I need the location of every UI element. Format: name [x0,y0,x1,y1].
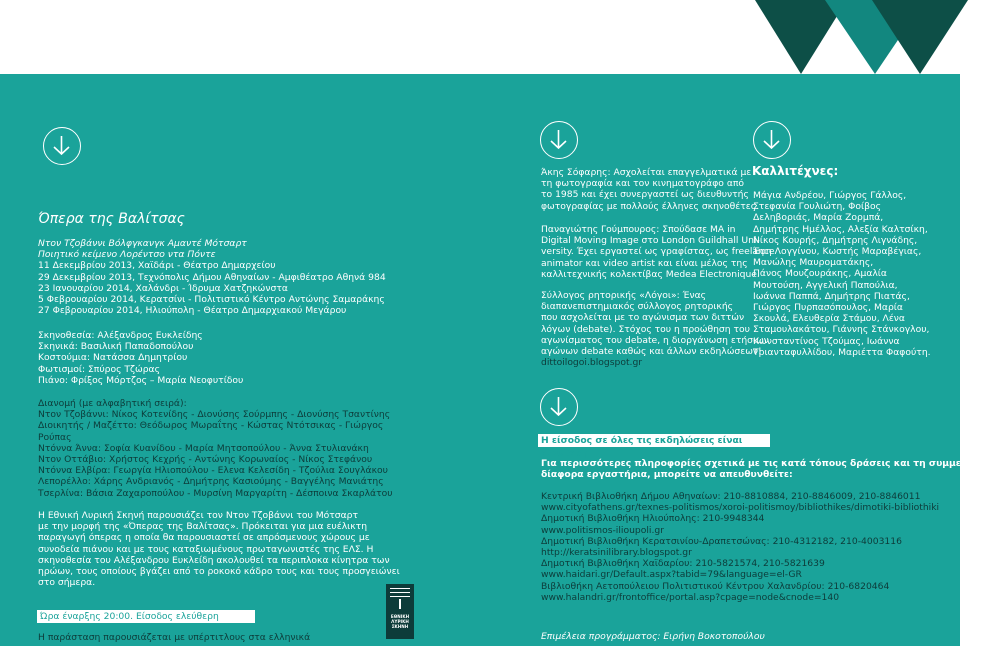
artists-line: Πάνος Μουζουράκης, Αμαλία [753,268,887,280]
contact-line: Βιβλιοθήκη Αετοπούλειου Πολιτιστικού Κέντρου Χαλανδρίου: 210-6820464 [541,580,890,592]
bio-logoi: Σύλλογος ρητορικής «Λόγοι»: Ένας διαπανεπιστημιακός σύλλογος ρητορικής που ασχολείται με το αγώνισμα των διττών λόγων (debate). Στόχος του η προώθηση του αγωνίσματος του debate, η διοργάνωση ετήσιων αγώνων debate καθώς και άλλων εκδηλώσεων! dittoilogoi.blogspot.gr [541,290,769,369]
bio-goumpouros: Παναγιώτης Γούμπουρος: Σπούδασε ΜΑ in Digital Moving Image στο London Guildhall Uni- versity. Έχει εργαστεί ως γραφίστας, ως freelance animator και video artist και είναι μέλος της καλλιτεχνικής κολεκτίβας Medea Electronique. [541,224,775,280]
program-credit: Επιμέλεια προγράμματος: Ειρήνη Βοκοτοπούλου [541,631,765,642]
schedule-line: Ντον Τζοβάννι Βόλφγκανγκ Αμαντέ Μότσαρτ [38,238,247,249]
logoi-link: dittoilogoi.blogspot.gr [541,357,643,369]
cast-line: Ντον Τζοβάννι: Νίκος Κοτενίδης - Διονύσης Σούρμπης - Διονύσης Τσαντίνης [38,409,391,421]
schedule-line: 5 Φεβρουαρίου 2014, Κερατσίνι - Πολιτιστικό Κέντρο Αντώνης Σαμαράκης [38,294,385,306]
contact-line: www.politismos-ilioupoli.gr [541,524,664,536]
artists-block [753,190,931,358]
intro-line: ηρώων, τους οποίους βγάζει από το ροκοκό κάδρο τους και τους προσγειώνει [38,566,400,578]
cast-line: Ντον Οττάβιο: Χρήστος Κεχρής - Αντώνης Κορωναίος - Νίκος Στεφάνου [38,454,373,466]
intro-line: συνοδεία πιάνου και με τους καταξιωμένους πρωταγωνιστές της ΕΛΣ. Η [38,543,374,555]
arrow-down-circle-icon [43,127,81,165]
contact-line: Δημοτική Βιβλιοθήκη Κερατσινίου-Δραπετσώνας: 210-4312182, 210-4003116 [541,535,902,547]
cast-line: Διοικητής / Μαζέττο: Θεόδωρος Μωραΐτης - Κώστας Ντότσικας - Γιώργος [38,420,384,432]
arrow-down-circle-icon [540,388,578,426]
artists-line: Ιωάννα Παππά, Δημήτρης Πιατάς, [753,290,910,302]
schedule-block [38,238,386,316]
surtitles-note: Η παράσταση παρουσιάζεται με υπέρτιτλους στα ελληνικά [38,632,311,643]
schedule-line: 27 Φεβρουαρίου 2014, Ηλιούπολη - Θέατρο Δημαρχιακού Μεγάρου [38,305,347,317]
intro-line: Η Εθνική Λυρική Σκηνή παρουσιάζει τον Ντον Τζοβάννι του Μότσαρτ [38,510,359,521]
contact-line: http://keratsinilibrary.blogspot.gr [541,547,692,559]
start-time-bar: Ώρα έναρξης 20:00. Είσοδος ελεύθερη [37,610,255,623]
artists-title: Καλλιτέχνες: [752,164,839,178]
artists-line: Μανώλης Μαυροματάκης, [753,257,874,269]
artists-line: Μουτούση, Αγγελική Παπούλια, [753,279,898,291]
artists-line: Έφη Λογγίνου, Κωστής Μαραβέγιας, [753,246,922,258]
arrow-down-circle-icon [540,121,578,159]
cast-line: Ρούπας [38,431,72,443]
cast-line: Λεπορέλλο: Χάρης Ανδριανός - Δημήτρης Κασιούμης - Βαγγέλης Μανιάτης [38,476,384,488]
crew-block [38,330,243,386]
crew-line: Κοστούμια: Νατάσσα Δημητρίου [38,352,188,364]
triangle-decoration-3 [872,0,968,74]
artists-line: Νίκος Κουρής, Δημήτρης Λιγνάδης, [753,234,918,246]
schedule-line: Ποιητικό κείμενο Λορέντσο ντα Πόντε [38,249,216,261]
intro-line: παραγωγή όπερας η οποία θα παρουσιαστεί σε απρόσμενους χώρους με [38,532,370,544]
artists-line: Στεφανία Γουλιώτη, Φοίβος [753,201,881,213]
cast-line: Διανομή (με αλφαβητική σειρά): [38,398,187,409]
artists-line: Σκουλά, Ελευθερία Στάμου, Λένα [753,313,905,325]
artists-line: Δημήτρης Ημέλλος, Αλεξία Καλτσίκη, [753,223,928,235]
free-entry-bar: Η είσοδος σε όλες τις εκδηλώσεις είναι ελεύθερη [538,434,770,447]
artists-line: Γιώργος Πυρπασόπουλος, Μαρία [753,302,903,314]
crew-line: Φωτισμοί: Σπύρος Τζώρας [38,363,160,375]
contact-line: www.halandri.gr/frontoffice/portal.asp?cpage=node&cnode=140 [541,591,840,603]
bio-sofaris: Άκης Σόφαρης: Ασχολείται επαγγελματικά με τη φωτογραφία και τον κινηματογράφο από το 1985 και έχει συνεργαστεί ως διευθυντής φωτογραφίας με πολλούς έλληνες σκηνοθέτες. [541,167,760,212]
info-heading: Για περισσότερες πληροφορίες σχετικά με τις κατά τόπους δράσεις και τη συμμετοχή στα δίαφορα εργαστήρια, μπορείτε να απευθυνθείτε: [541,458,1008,481]
logo-text-line: ΣΚΗΝΗ [391,624,409,629]
crew-line: Σκηνοθεσία: Αλέξανδρος Ευκλείδης [38,330,203,341]
contact-line: www.haidari.gr/Default.aspx?tabid=79&language=el-GR [541,569,802,581]
crew-line: Σκηνικά: Βασιλική Παπαδοπούλου [38,341,194,353]
intro-line: με την μορφή της «Όπερας της Βαλίτσας». Πρόκειται για μια ευέλικτη [38,521,368,533]
intro-block [38,510,400,588]
artists-line: Δεληβοριάς, Μαρία Ζορμπά, [753,212,884,224]
contact-line: www.cityofathens.gr/texnes-politismos/xoroi-politismoy/bibliothikes/dimotiki-bibliothiki [541,502,940,514]
arrow-down-circle-icon [753,121,791,159]
intro-line: σκηνοθεσία του Αλέξανδρου Ευκλείδη ακολουθεί τα περιπλοκα κίνητρα των [38,554,390,566]
national-opera-logo [386,584,414,639]
contact-line: Δημοτική Βιβλιοθήκη Ηλιούπολης: 210-9948344 [541,513,765,525]
logo-text-line: ΛΥΡΙΚΗ [391,619,409,624]
contacts-block [541,491,939,603]
artists-line: Κωνσταντίνος Τζούμας, Ιωάννα [753,335,900,347]
artists-line: Σταμουλακάτου, Γιάννης Στάνκογλου, [753,324,930,336]
artists-line: Τριανταφυλλίδου, Μαριέττα Φαφούτη. [753,346,931,358]
logo-text-line: ΕΘΝΙΚΗ [390,614,410,619]
crew-line: Πιάνο: Φρίξος Μόρτζος – Μαρία Νεοφυτίδου [38,374,244,386]
contact-line: Κεντρική Βιβλιοθήκη Δήμου Αθηναίων: 210-8810884, 210-8846009, 210-8846011 [541,491,921,502]
opera-title: Όπερα της Βαλίτσας [38,211,185,227]
cast-block [38,398,393,499]
schedule-line: 11 Δεκεμβρίου 2013, Χαϊδάρι - Θέατρο Δημαρχείου [38,260,276,272]
artists-line: Μάγια Ανδρέου, Γιώργος Γάλλος, [753,190,907,201]
cast-line: Ντόννα Άννα: Σοφία Κυανίδου - Μαρία Μητσοπούλου - Άννα Στυλιανάκη [38,442,369,454]
intro-line: στο σήμερα. [38,577,96,589]
schedule-line: 23 Ιανουαρίου 2014, Χαλάνδρι - Ίδρυμα Χατζηκώνστα [38,282,288,294]
cast-line: Ντόννα Ελβίρα: Γεωργία Ηλιοπούλου - Ελενα Κελεσίδη - Τζούλια Σουγλάκου [38,465,388,477]
contact-line: Δημοτική Βιβλιοθήκη Χαϊδαρίου: 210-5821574, 210-5821639 [541,558,825,570]
schedule-line: 29 Δεκεμβρίου 2013, Τεχνόπολις Δήμου Αθηναίων - Αμφιθέατρο Αθηνά 984 [38,271,386,283]
cast-line: Τσερλίνα: Βάσια Ζαχαροπούλου - Μυρσίνη Μαργαρίτη - Δέσποινα Σκαρλάτου [38,487,393,499]
